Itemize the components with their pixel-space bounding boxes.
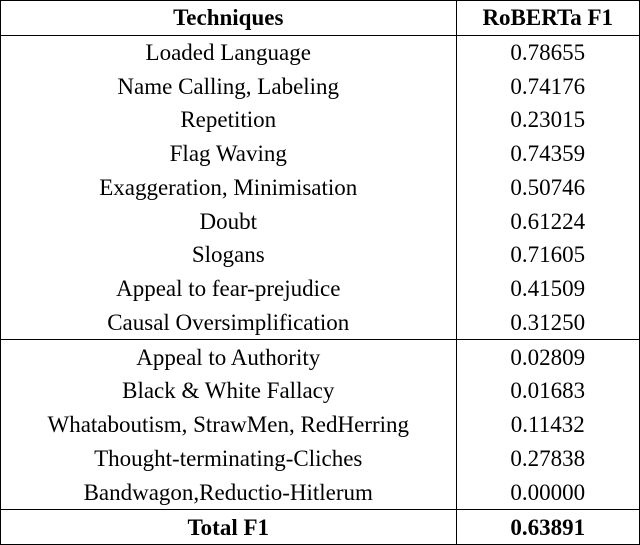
- f1-cell: 0.01683: [510, 378, 586, 404]
- technique-cell: Doubt: [1, 204, 456, 238]
- table-row: [1, 408, 639, 442]
- table-row: [1, 171, 639, 205]
- f1-cell: 0.23015: [510, 107, 586, 133]
- technique-cell: Loaded Language: [1, 35, 456, 69]
- technique-cell: Repetition: [1, 103, 456, 137]
- technique-cell: Bandwagon,Reductio-Hitlerum: [1, 475, 456, 509]
- technique-cell: Whataboutism, StrawMen, RedHerring: [1, 408, 456, 442]
- table-row: [1, 306, 639, 340]
- f1-cell: 0.31250: [510, 309, 586, 335]
- roberta-f1-header: RoBERTa F1: [456, 1, 639, 35]
- table-row: [1, 238, 639, 272]
- table-row: [1, 137, 639, 171]
- technique-cell: Flag Waving: [1, 137, 456, 171]
- total-row: [1, 510, 639, 544]
- f1-cell: 0.71605: [510, 242, 586, 268]
- technique-cell: Exaggeration, Minimisation: [1, 171, 456, 205]
- total-f1-value: 0.63891: [456, 510, 639, 544]
- f1-cell: 0.50746: [510, 174, 586, 200]
- technique-cell: Appeal to fear-prejudice: [1, 272, 456, 306]
- table-row: [1, 374, 639, 408]
- f1-cell: 0.61224: [510, 208, 586, 234]
- technique-cell: Appeal to Authority: [1, 340, 456, 374]
- f1-cell: 0.78655: [510, 39, 586, 65]
- f1-cell: 0.74359: [510, 141, 586, 167]
- techniques-header: Techniques: [1, 1, 456, 35]
- f1-cell: 0.11432: [510, 412, 585, 438]
- table-row: [1, 69, 639, 103]
- total-label: Total F1: [1, 510, 456, 544]
- f1-cell: 0.74176: [510, 73, 586, 99]
- f1-cell: 0.41509: [510, 276, 586, 302]
- technique-cell: Slogans: [1, 238, 456, 272]
- table-row: [1, 340, 639, 374]
- table-row: [1, 103, 639, 137]
- f1-cell: 0.02809: [456, 340, 639, 374]
- header-row: [1, 1, 639, 35]
- technique-cell: Name Calling, Labeling: [1, 69, 456, 103]
- f1-cell: 0.27838: [510, 445, 586, 471]
- technique-cell: Thought-terminating-Cliches: [1, 442, 456, 476]
- table-row: [1, 272, 639, 306]
- table-row: [1, 442, 639, 476]
- table-row: [1, 204, 639, 238]
- f1-cell: 0.00000: [510, 479, 586, 505]
- technique-cell: Black & White Fallacy: [1, 374, 456, 408]
- technique-cell: Causal Oversimplification: [1, 306, 456, 340]
- table-row: [1, 475, 639, 509]
- table-row: [1, 35, 639, 69]
- results-table: [1, 1, 639, 544]
